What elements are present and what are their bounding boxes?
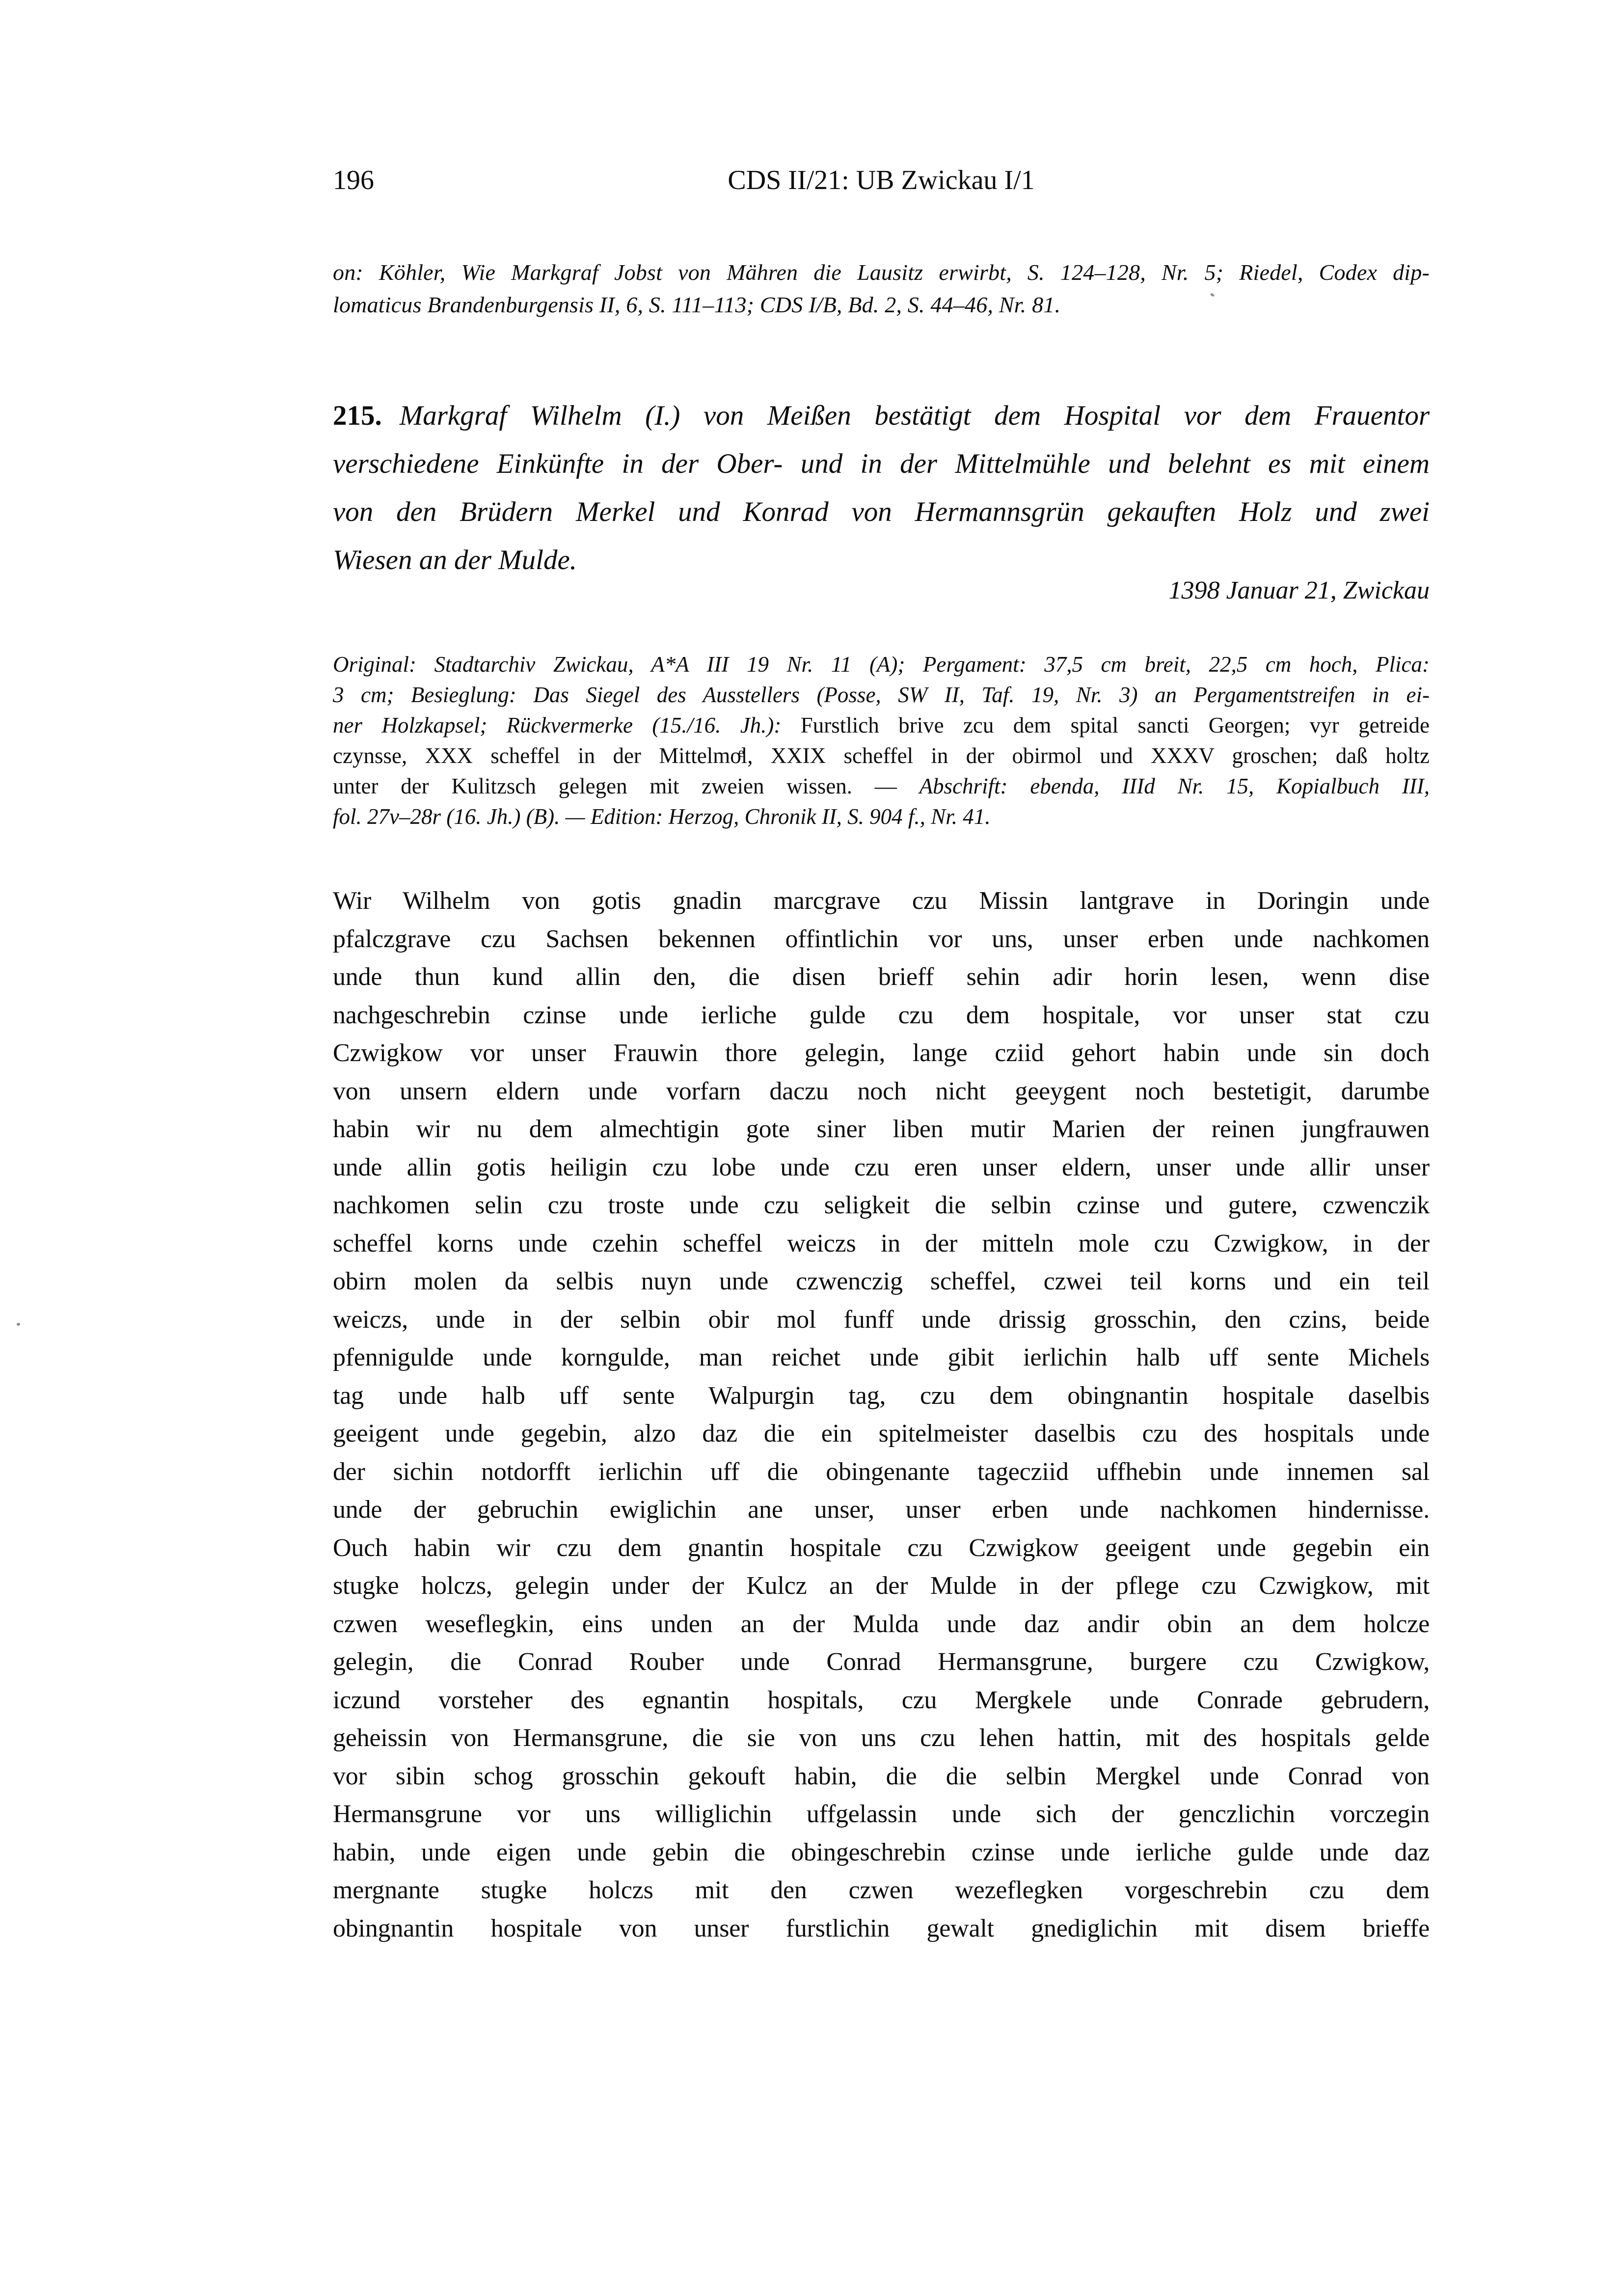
charter-text-line: czwen weseflegkin, eins unden an der Mulda unde daz andir obin an dem holcze — [333, 1610, 1430, 1638]
text-line: lomaticus Brandenburgensis II, 6, S. 111–113; CDS I/B, Bd. 2, S. 44–46, Nr. 81. — [333, 292, 1061, 317]
regest-line: verschiedene Einkünfte in der Ober- und in der Mittelmühle und belehnt es mit einem — [333, 448, 1430, 479]
source-segment: Furstlich brive zcu dem spital sancti Georgen; vyr getreide — [781, 713, 1430, 738]
charter-text-line: Czwigkow vor unser Frauwin thore gelegin, lange cziid gehort habin unde sin doch — [333, 1039, 1430, 1067]
running-title: CDS II/21: UB Zwickau I/1 — [728, 165, 1035, 195]
source-segment: ner Holzkapsel; Rückvermerke (15./16. Jh.): — [333, 713, 782, 738]
page-header — [333, 163, 1430, 202]
source-line — [333, 771, 1430, 801]
charter-text-line: gelegin, die Conrad Rouber unde Conrad Hermansgrune, burgere czu Czwigkow, — [333, 1648, 1430, 1676]
page-number: 196 — [333, 165, 374, 195]
charter-text-line: obingnantin hospitale von unser furstlichin gewalt gnediglichin mit disem brieffe — [333, 1914, 1430, 1942]
date-place: 1398 Januar 21, Zwickau — [1168, 576, 1430, 604]
charter-text-line: Hermansgrune vor uns williglichin uffgelassin unde sich der genczlichin vorczegin — [333, 1800, 1430, 1828]
source-line: 3 cm; Besieglung: Das Siegel des Ausstellers (Posse, SW II, Taf. 19, Nr. 3) an Pergamentstreifen in ei- — [333, 683, 1430, 707]
scan-artifact — [17, 1323, 20, 1326]
charter-text-line: unde der gebruchin ewiglichin ane unser, unser erben unde nachkomen hindernisse. — [333, 1496, 1430, 1524]
source-line: fol. 27v–28r (16. Jh.) (B). — Edition: Herzog, Chronik II, S. 904 f., Nr. 41. — [333, 804, 991, 829]
source-segment: Abschrift: ebenda, IIId Nr. 15, Kopialbuch III, — [919, 774, 1430, 798]
charter-text-line: vor sibin schog grosschin gekouft habin, die die selbin Mergkel unde Conrad von — [333, 1762, 1430, 1790]
charter-text-line: pfalczgrave czu Sachsen bekennen offintlichin vor uns, unser erben unde nachkomen — [333, 925, 1430, 953]
charter-text-line: geheissin von Hermansgrune, die sie von uns czu lehen hattin, mit des hospitals gelde — [333, 1724, 1430, 1752]
source-segment: unter der Kulitzsch gelegen mit zweien wissen. — — [333, 774, 920, 798]
charter-text-line: Wir Wilhelm von gotis gnadin marcgrave czu Missin lantgrave in Doringin unde — [333, 887, 1430, 915]
charter-text-line: iczund vorsteher des egnantin hospitals, czu Mergkele unde Conrade gebrudern, — [333, 1686, 1430, 1714]
regest-line: Wiesen an der Mulde. — [333, 545, 577, 575]
charter-text-line: obirn molen da selbis nuyn unde czwenczig scheffel, czwei teil korns und ein teil — [333, 1267, 1430, 1295]
source-line: Original: Stadtarchiv Zwickau, A*A III 19 Nr. 11 (A); Pergament: 37,5 cm breit, 22,5 cm hoch, Plica: — [333, 652, 1430, 677]
charter-text-line: habin wir nu dem almechtigin gote siner liben mutir Marien der reinen jungfrauwen — [333, 1115, 1430, 1143]
charter-text-line: mergnante stugke holczs mit den czwen wezeflegken vorgeschrebin czu dem — [333, 1876, 1430, 1904]
charter-text-line: habin, unde eigen unde gebin die obingeschrebin czinse unde ierliche gulde unde daz — [333, 1838, 1430, 1866]
continuation-note — [333, 256, 1430, 321]
source-note — [333, 649, 1430, 832]
regest-line: von den Brüdern Merkel und Konrad von Hermannsgrün gekauften Holz und zwei — [333, 496, 1430, 527]
entry-number: 215. — [333, 400, 382, 431]
charter-text-line: der sichin notdorfft ierlichin uff die obingenante tagecziid uffhebin unde innemen sal — [333, 1457, 1430, 1486]
charter-text-line: nachgeschrebin czinse unde ierliche gulde czu dem hospitale, vor unser stat czu — [333, 1001, 1430, 1029]
charter-text-line: unde thun kund allin den, die disen brieff sehin adir horin lesen, wenn dise — [333, 963, 1430, 991]
charter-text-line: weiczs, unde in der selbin obir mol funff unde drissig grosschin, den czins, beide — [333, 1305, 1430, 1334]
charter-text-line: pfennigulde unde korngulde, man reichet unde gibit ierlichin halb uff sente Michels — [333, 1343, 1430, 1371]
text-line: on: Köhler, Wie Markgraf Jobst von Mähren die Lausitz erwirbt, S. 124–128, Nr. 5; Riedel, Codex dip- — [333, 260, 1430, 285]
regest-text: Markgraf Wilhelm (I.) von Meißen bestätigt dem Hospital vor dem Frauentor — [399, 400, 1430, 431]
charter-text-line: scheffel korns unde czehin scheffel weiczs in der mitteln mole czu Czwigkow, in der — [333, 1229, 1430, 1257]
charter-text — [333, 882, 1430, 1947]
charter-text-line: stugke holczs, gelegin under der Kulcz an der Mulde in der pflege czu Czwigkow, mit — [333, 1572, 1430, 1600]
source-line: czynsse, XXX scheffel in der Mittelmoͤl, XXIX scheffel in der obirmol und XXXV groschen; daß holtz — [333, 743, 1430, 768]
source-line — [333, 710, 1430, 740]
charter-text-line: tag unde halb uff sente Walpurgin tag, czu dem obingnantin hospitale daselbis — [333, 1381, 1430, 1410]
charter-text-line: nachkomen selin czu troste unde czu seligkeit die selbin czinse und gutere, czwenczik — [333, 1191, 1430, 1219]
entry-heading — [333, 392, 1430, 584]
charter-text-line: unde allin gotis heiligin czu lobe unde czu eren unser eldern, unser unde allir unser — [333, 1153, 1430, 1181]
charter-text-line: von unsern eldern unde vorfarn daczu noch nicht geeygent noch bestetigit, darumbe — [333, 1077, 1430, 1105]
charter-text-line: geeigent unde gegebin, alzo daz die ein spitelmeister daselbis czu des hospitals unde — [333, 1420, 1430, 1448]
regest-line — [333, 392, 1430, 440]
charter-text-line: Ouch habin wir czu dem gnantin hospitale czu Czwigkow geeigent unde gegebin ein — [333, 1533, 1430, 1562]
